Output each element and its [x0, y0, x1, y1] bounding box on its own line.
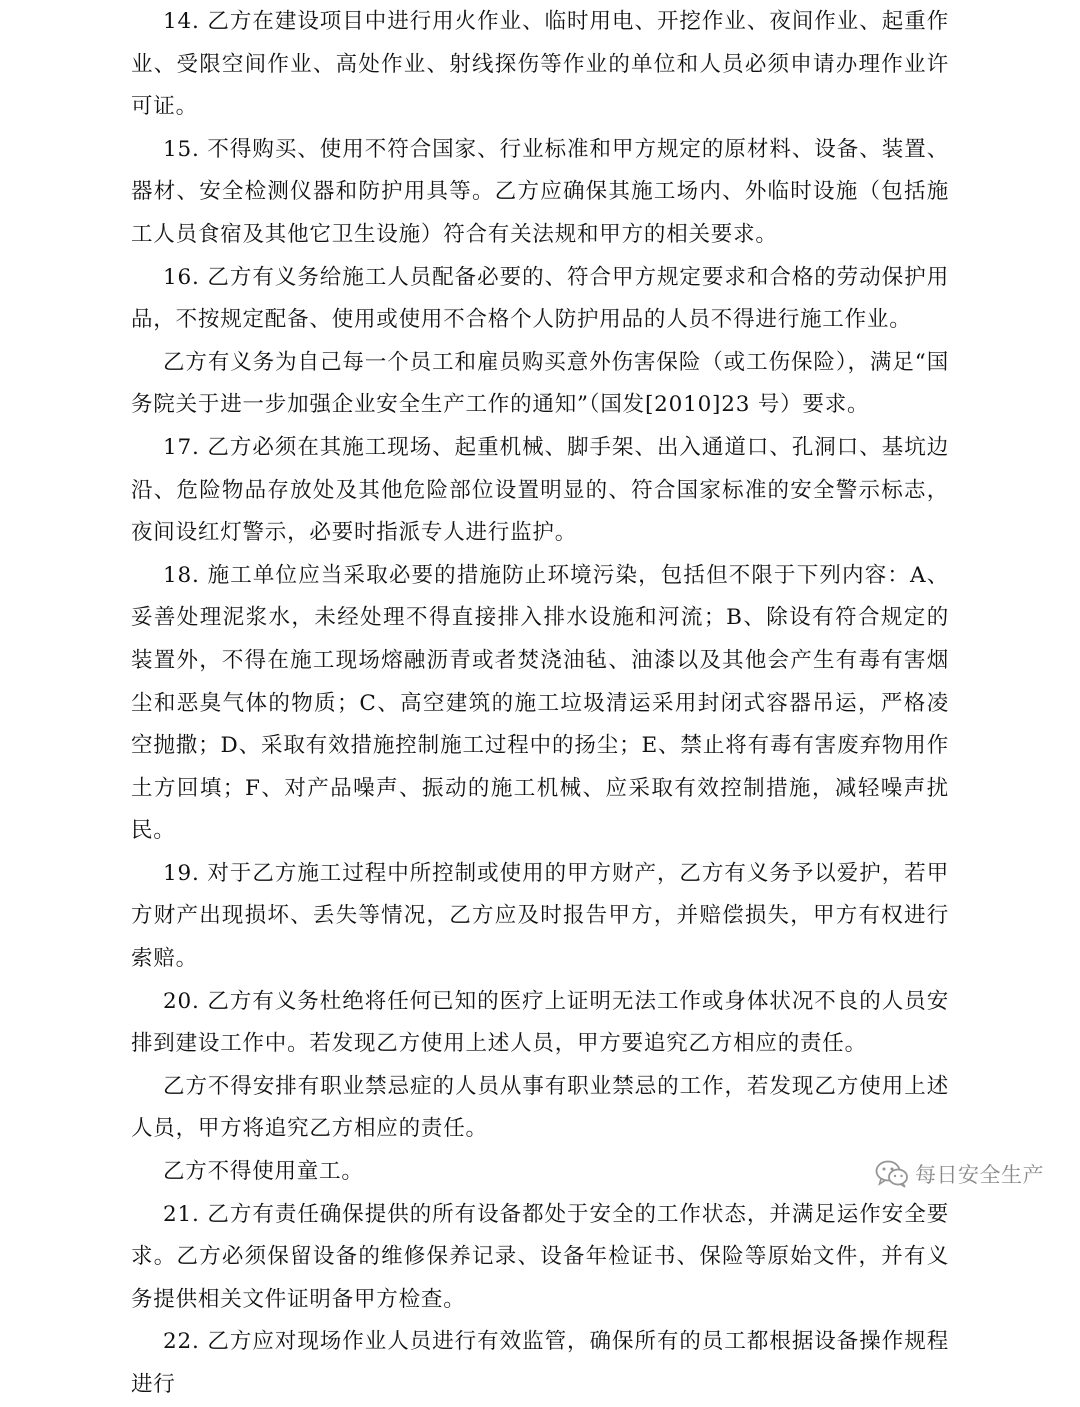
paragraph-22: 22. 乙方应对现场作业人员进行有效监管，确保所有的员工都根据设备操作规程进行: [131, 1329, 949, 1397]
paragraph-20-occupational: 乙方不得安排有职业禁忌症的人员从事有职业禁忌的工作，若发现乙方使用上述人员，甲方将追究乙方相应的责任。: [131, 1073, 949, 1142]
paragraph-21: 21. 乙方有责任确保提供的所有设备都处于安全的工作状态，并满足运作安全要求。乙方必须保留设备的维修保养记录、设备年检证书、保险等原始文件，并有义务提供相关文件证明备甲方检查。: [131, 1201, 949, 1312]
paragraph-18: 18. 施工单位应当采取必要的措施防止环境污染，包括但不限于下列内容：A、妥善处理泥浆水，未经处理不得直接排入排水设施和河流；B、除设有符合规定的装置外，不得在施工现场熔融沥青或者焚浇油毡、油漆以及其他会产生有毒有害烟尘和恶臭气体的物质；C、高空建筑的施工垃圾清运采用封闭式容器吊运，严格凌空抛撒；D、采取有效措施控制施工过程中的扬尘；E、禁止将有毒有害废弃物用作土方回填；F、对产品噪声、振动的施工机械、应采取有效控制措施，减轻噪声扰民。: [131, 562, 949, 844]
paragraph-16-insurance: 乙方有义务为自己每一个员工和雇员购买意外伤害保险（或工伤保险），满足“国务院关于进一步加强企业安全生产工作的通知”（国发[2010]23 号）要求。: [131, 349, 949, 418]
paragraph-20: 20. 乙方有义务杜绝将任何已知的医疗上证明无法工作或身体状况不良的人员安排到建设工作中。若发现乙方使用上述人员，甲方要追究乙方相应的责任。: [131, 988, 949, 1057]
wechat-icon: [875, 1160, 909, 1188]
watermark: [875, 1159, 1044, 1189]
paragraph-19: 19. 对于乙方施工过程中所控制或使用的甲方财产，乙方有义务予以爱护，若甲方财产出现损坏、丢失等情况，乙方应及时报告甲方，并赔偿损失，甲方有权进行索赔。: [131, 860, 949, 972]
paragraph-15: 15. 不得购买、使用不符合国家、行业标准和甲方规定的原材料、设备、装置、器材、安全检测仪器和防护用具等。乙方应确保其施工场内、外临时设施（包括施工人员食宿及其他它卫生设施）符合有关法规和甲方的相关要求。: [131, 136, 949, 247]
document-page: [131, 0, 949, 1407]
paragraph-14: 14. 乙方在建设项目中进行用火作业、临时用电、开挖作业、夜间作业、起重作业、受限空间作业、高处作业、射线探伤等作业的单位和人员必须申请办理作业许可证。: [131, 9, 949, 120]
paragraph-20-child-labor: 乙方不得使用童工。: [163, 1159, 364, 1185]
watermark-text: 每日安全生产: [915, 1163, 1044, 1187]
paragraph-17: 17. 乙方必须在其施工现场、起重机械、脚手架、出入通道口、孔洞口、基坑边沿、危险物品存放处及其他危险部位设置明显的、符合国家标准的安全警示标志，夜间设红灯警示，必要时指派专人进行监护。: [131, 434, 949, 546]
paragraph-16: 16. 乙方有义务给施工人员配备必要的、符合甲方规定要求和合格的劳动保护用品，不按规定配备、使用或使用不合格个人防护用品的人员不得进行施工作业。: [131, 264, 949, 333]
